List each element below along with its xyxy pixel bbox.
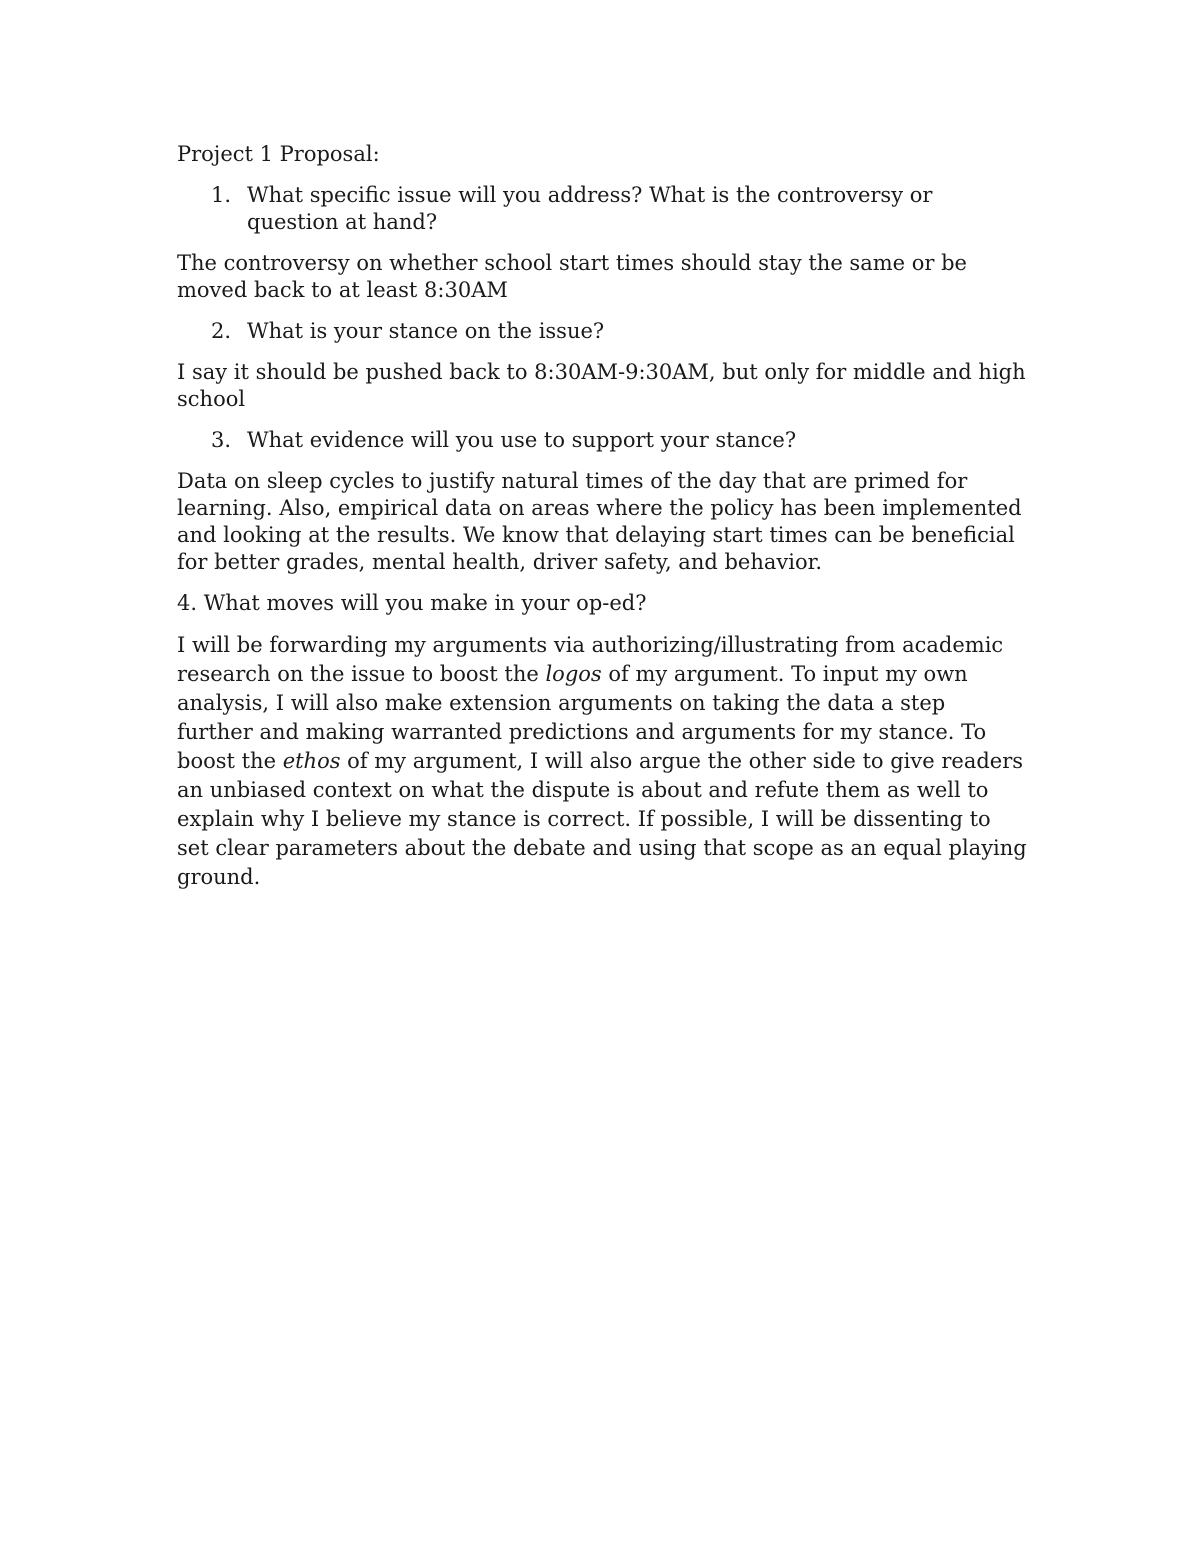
question-3-text: What evidence will you use to support your stance? — [247, 428, 797, 452]
question-2-number: 2. — [211, 319, 232, 343]
logos-term: logos — [545, 662, 602, 686]
question-2 — [177, 318, 1027, 345]
answer-2: I say it should be pushed back to 8:30AM-9:30AM, but only for middle and high school — [177, 360, 1026, 411]
answer-4-part-2: of my argument. To input my own analysis, I will also make extension arguments on taking the data a step further and making warranted predictions and arguments for my stance. To boost the — [177, 662, 987, 773]
question-1-text: What specific issue will you address? What is the controversy or question at hand? — [247, 183, 933, 234]
document-page — [177, 140, 1027, 892]
answer-1: The controversy on whether school start times should stay the same or be moved back to at least 8:30AM — [177, 251, 967, 302]
answer-3: Data on sleep cycles to justify natural times of the day that are primed for learning. Also, empirical data on areas where the policy has been implemented and looking at the results. We know that delaying start times can be beneficial for better grades, mental health, driver safety, and behavior. — [177, 469, 1022, 574]
ethos-term: ethos — [282, 749, 341, 773]
question-1 — [177, 182, 1027, 236]
question-3-number: 3. — [211, 428, 232, 452]
answer-4 — [177, 631, 1027, 892]
question-1-number: 1. — [211, 183, 232, 207]
answer-4-part-1: I will be forwarding my arguments via authorizing/illustrating from academic research on the issue to boost the — [177, 633, 1004, 686]
answer-4-part-3: of my argument, I will also argue the other side to give readers an unbiased context on what the dispute is about and refute them as well to explain why I believe my stance is correct. If possible, I will be dissenting to set clear parameters about the debate and using that scope as an equal playing ground. — [177, 749, 1027, 889]
document-title: Project 1 Proposal: — [177, 142, 380, 166]
question-3 — [177, 427, 1027, 454]
question-4: 4. What moves will you make in your op-ed? — [177, 591, 647, 615]
question-2-text: What is your stance on the issue? — [247, 319, 605, 343]
